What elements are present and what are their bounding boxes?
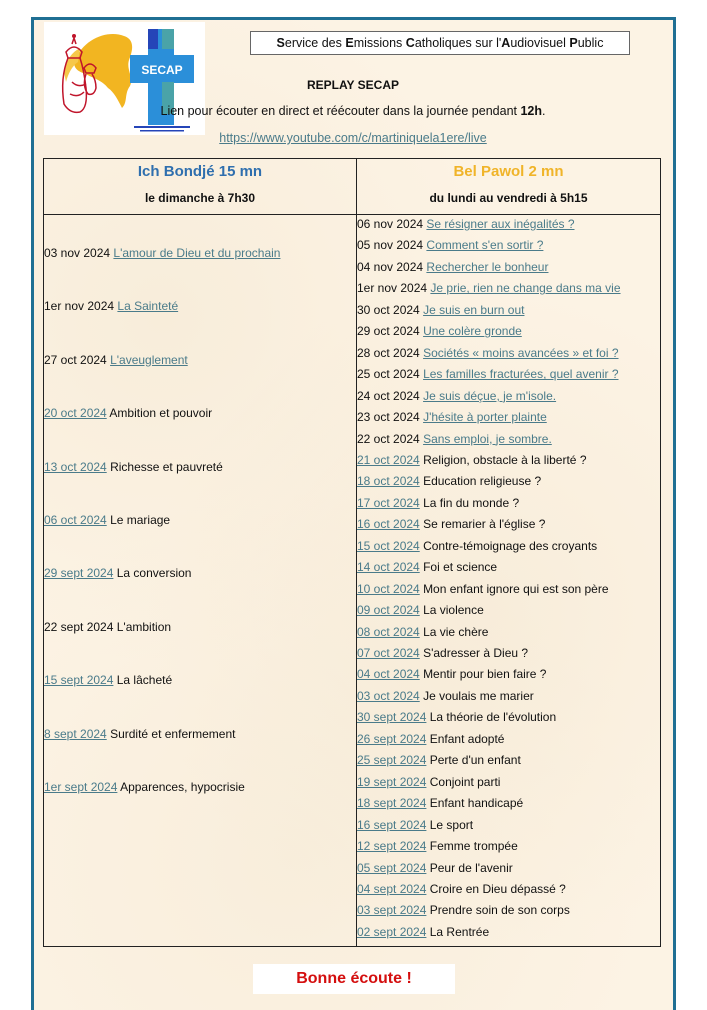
list-item xyxy=(357,818,473,832)
list-item xyxy=(357,603,484,617)
episode-title[interactable]: La Sainteté xyxy=(117,299,179,314)
episode-title: Croire en Dieu dépassé ? xyxy=(429,881,566,896)
episode-title[interactable]: Se résigner aux inégalités ? xyxy=(426,217,575,231)
episode-date[interactable]: 08 oct 2024 xyxy=(357,624,420,639)
list-item xyxy=(357,238,543,252)
bonne-ecoute-banner: Bonne écoute ! xyxy=(253,964,455,994)
episode-title: Surdité et enfermement xyxy=(110,726,236,741)
org-letter: P xyxy=(569,36,578,50)
episode-title: Enfant adopté xyxy=(429,731,505,746)
org-letter: S xyxy=(276,36,285,50)
list-item xyxy=(357,539,597,553)
episode-title: La conversion xyxy=(116,566,192,581)
episode-title: Se remarier à l'église ? xyxy=(423,517,546,532)
episode-date[interactable]: 04 sept 2024 xyxy=(357,881,427,896)
episode-title[interactable]: L'aveuglement xyxy=(110,352,188,367)
episode-title[interactable]: Je suis déçue, je m'isole. xyxy=(423,388,557,403)
live-url xyxy=(44,131,662,145)
episode-title[interactable]: Les familles fracturées, quel avenir ? xyxy=(423,367,619,382)
episode-date[interactable]: 16 oct 2024 xyxy=(357,517,420,532)
episode-date[interactable]: 02 sept 2024 xyxy=(357,924,427,939)
episode-date: 06 nov 2024 xyxy=(357,217,424,231)
episode-date: 04 nov 2024 xyxy=(357,259,424,274)
episode-date[interactable]: 1er sept 2024 xyxy=(44,780,118,794)
episode-date: 1er nov 2024 xyxy=(44,299,115,314)
episode-title: La lâcheté xyxy=(116,673,173,688)
episode-date[interactable]: 21 oct 2024 xyxy=(357,452,420,467)
episode-title: Contre-témoignage des croyants xyxy=(423,538,598,553)
list-item xyxy=(357,560,497,574)
org-letter: C xyxy=(405,36,415,50)
episode-date[interactable]: 26 sept 2024 xyxy=(357,731,427,746)
episode-title: Enfant handicapé xyxy=(429,796,524,811)
list-item xyxy=(357,839,518,853)
episode-date[interactable]: 16 sept 2024 xyxy=(357,817,427,832)
list-item xyxy=(357,324,522,338)
episode-title[interactable]: Sociétés « moins avancées » et foi ? xyxy=(423,345,619,360)
youtube-live-link[interactable]: https://www.youtube.com/c/martiniquela1ere/live xyxy=(219,131,487,145)
episode-date: 22 sept 2024 xyxy=(44,619,114,634)
episode-title: Foi et science xyxy=(423,560,498,575)
list-item xyxy=(357,367,619,381)
list-item xyxy=(357,925,489,939)
episode-title: Education religieuse ? xyxy=(423,474,542,489)
list-item xyxy=(44,780,245,794)
list-item xyxy=(357,389,556,403)
episode-title: Conjoint parti xyxy=(429,774,501,789)
org-text: ublic xyxy=(577,36,604,50)
org-letter: A xyxy=(501,36,511,50)
episode-title: Je voulais me marier xyxy=(423,688,534,703)
episode-title: Le sport xyxy=(429,817,474,832)
list-item xyxy=(357,217,575,231)
episode-date: 27 oct 2024 xyxy=(44,352,107,367)
episode-date[interactable]: 12 sept 2024 xyxy=(357,839,427,854)
list-item xyxy=(44,299,178,313)
episode-title[interactable]: Comment s'en sortir ? xyxy=(426,238,544,253)
list-item xyxy=(357,796,523,810)
bel-pawol-title: Bel Pawol 2 mn xyxy=(453,163,564,180)
episode-date[interactable]: 18 sept 2024 xyxy=(357,796,427,811)
ich-bondje-header xyxy=(44,159,356,214)
episode-date: 25 oct 2024 xyxy=(357,367,420,382)
episode-date[interactable]: 19 sept 2024 xyxy=(357,774,427,789)
episode-title: La violence xyxy=(423,603,484,618)
list-item xyxy=(357,496,519,510)
replay-table xyxy=(43,158,661,947)
episode-title: Religion, obstacle à la liberté ? xyxy=(423,452,587,467)
episode-date[interactable]: 04 oct 2024 xyxy=(357,667,420,682)
episode-date[interactable]: 14 oct 2024 xyxy=(357,560,420,575)
episode-date: 24 oct 2024 xyxy=(357,388,420,403)
episode-title: La fin du monde ? xyxy=(423,495,520,510)
list-item xyxy=(357,517,545,531)
list-item xyxy=(357,689,534,703)
ich-bondje-schedule: le dimanche à 7h30 xyxy=(144,191,256,205)
list-item xyxy=(357,582,609,596)
list-item xyxy=(44,566,191,580)
episode-date[interactable]: 03 oct 2024 xyxy=(357,688,420,703)
episode-date: 1er nov 2024 xyxy=(357,281,428,296)
org-text: atholiques sur l' xyxy=(414,36,502,50)
episode-title: Ambition et pouvoir xyxy=(109,406,213,421)
org-letter: E xyxy=(345,36,354,50)
episode-date: 30 oct 2024 xyxy=(357,302,420,317)
list-item xyxy=(357,775,500,789)
episode-title: Richesse et pauvreté xyxy=(110,459,223,474)
episode-date: 05 nov 2024 xyxy=(357,238,424,253)
list-item xyxy=(357,710,556,724)
list-item xyxy=(44,673,172,687)
episode-date[interactable]: 06 oct 2024 xyxy=(44,513,107,527)
list-item xyxy=(44,620,171,634)
episode-date[interactable]: 10 oct 2024 xyxy=(357,581,420,596)
episode-date[interactable]: 20 oct 2024 xyxy=(44,406,107,421)
episode-title[interactable]: Une colère gronde xyxy=(423,324,522,339)
list-item xyxy=(44,353,188,367)
episode-title: La théorie de l'évolution xyxy=(429,710,557,725)
episode-title: Apparences, hypocrisie xyxy=(120,780,245,794)
list-item xyxy=(357,453,587,467)
episode-date[interactable]: 15 sept 2024 xyxy=(44,673,114,688)
episode-date[interactable]: 25 sept 2024 xyxy=(357,753,427,768)
org-text: udiovisuel xyxy=(510,36,570,50)
episode-date[interactable]: 30 sept 2024 xyxy=(357,710,427,725)
episode-date[interactable]: 09 oct 2024 xyxy=(357,603,420,618)
list-item xyxy=(357,903,570,917)
list-item xyxy=(357,303,524,317)
episode-title[interactable]: L'amour de Dieu et du prochain xyxy=(113,246,281,260)
episode-date: 28 oct 2024 xyxy=(357,345,420,360)
episode-date[interactable]: 07 oct 2024 xyxy=(357,646,420,660)
episode-title[interactable]: Je suis en burn out xyxy=(423,302,525,317)
episode-date: 03 nov 2024 xyxy=(44,246,111,260)
bel-pawol-schedule: du lundi au vendredi à 5h15 xyxy=(429,191,588,205)
logo-text: SECAP xyxy=(141,63,183,77)
episode-date[interactable]: 15 oct 2024 xyxy=(357,538,420,553)
episode-date[interactable]: 05 sept 2024 xyxy=(357,860,427,875)
list-item xyxy=(357,410,547,424)
episode-date: 22 oct 2024 xyxy=(357,431,420,446)
org-title-box xyxy=(250,31,630,55)
secap-logo-icon xyxy=(44,22,205,135)
list-item xyxy=(357,861,513,875)
logo-area xyxy=(44,22,205,135)
list-item xyxy=(44,460,223,474)
list-item xyxy=(357,346,619,360)
bel-pawol-header xyxy=(357,159,660,214)
episode-title: Prendre soin de son corps xyxy=(429,903,570,918)
episode-title[interactable]: Sans emploi, je sombre. xyxy=(423,431,552,446)
list-item xyxy=(357,732,504,746)
episode-date[interactable]: 8 sept 2024 xyxy=(44,726,107,741)
list-item xyxy=(357,474,541,488)
episode-title: La Rentrée xyxy=(429,924,490,939)
episode-title: Femme trompée xyxy=(429,839,518,854)
listen-duration: 12h xyxy=(520,104,543,118)
episode-date[interactable]: 13 oct 2024 xyxy=(44,459,107,474)
org-text: ervice des xyxy=(284,36,346,50)
list-item xyxy=(357,260,548,274)
episode-date: 29 oct 2024 xyxy=(357,324,420,339)
episode-title: Le mariage xyxy=(110,513,171,527)
list-item xyxy=(357,281,621,295)
list-item xyxy=(357,667,546,681)
episode-date[interactable]: 29 sept 2024 xyxy=(44,566,114,581)
header-divider xyxy=(44,214,660,215)
listen-text: Lien pour écouter en direct et réécouter dans la journée pendant xyxy=(160,104,521,118)
episode-title[interactable]: Rechercher le bonheur xyxy=(426,259,549,274)
ich-bondje-title: Ich Bondjé 15 mn xyxy=(137,163,263,180)
episode-title: Mon enfant ignore qui est son père xyxy=(423,581,609,596)
replay-title: REPLAY SECAP xyxy=(306,78,400,92)
listen-end: . xyxy=(542,104,546,118)
episode-date[interactable]: 18 oct 2024 xyxy=(357,474,420,489)
episode-title: La vie chère xyxy=(423,624,489,639)
list-item xyxy=(357,646,528,660)
list-item xyxy=(44,246,280,260)
list-item xyxy=(357,625,488,639)
list-item xyxy=(44,727,235,741)
episode-title[interactable]: J'hésite à porter plainte xyxy=(423,410,547,425)
list-item xyxy=(357,882,566,896)
episode-date: 23 oct 2024 xyxy=(357,410,420,425)
episode-title: Perte d'un enfant xyxy=(429,753,521,768)
list-item xyxy=(357,432,552,446)
list-item xyxy=(44,513,170,527)
episode-date[interactable]: 03 sept 2024 xyxy=(357,903,427,918)
org-text: missions xyxy=(353,36,406,50)
episode-title: Peur de l'avenir xyxy=(429,860,513,875)
episode-title: S'adresser à Dieu ? xyxy=(423,646,529,660)
list-item xyxy=(44,406,212,420)
episode-date[interactable]: 17 oct 2024 xyxy=(357,495,420,510)
list-item xyxy=(357,753,521,767)
episode-title: L'ambition xyxy=(116,619,172,634)
listen-info xyxy=(44,104,662,118)
episode-title: Mentir pour bien faire ? xyxy=(423,667,547,682)
episode-title[interactable]: Je prie, rien ne change dans ma vie xyxy=(430,281,621,296)
